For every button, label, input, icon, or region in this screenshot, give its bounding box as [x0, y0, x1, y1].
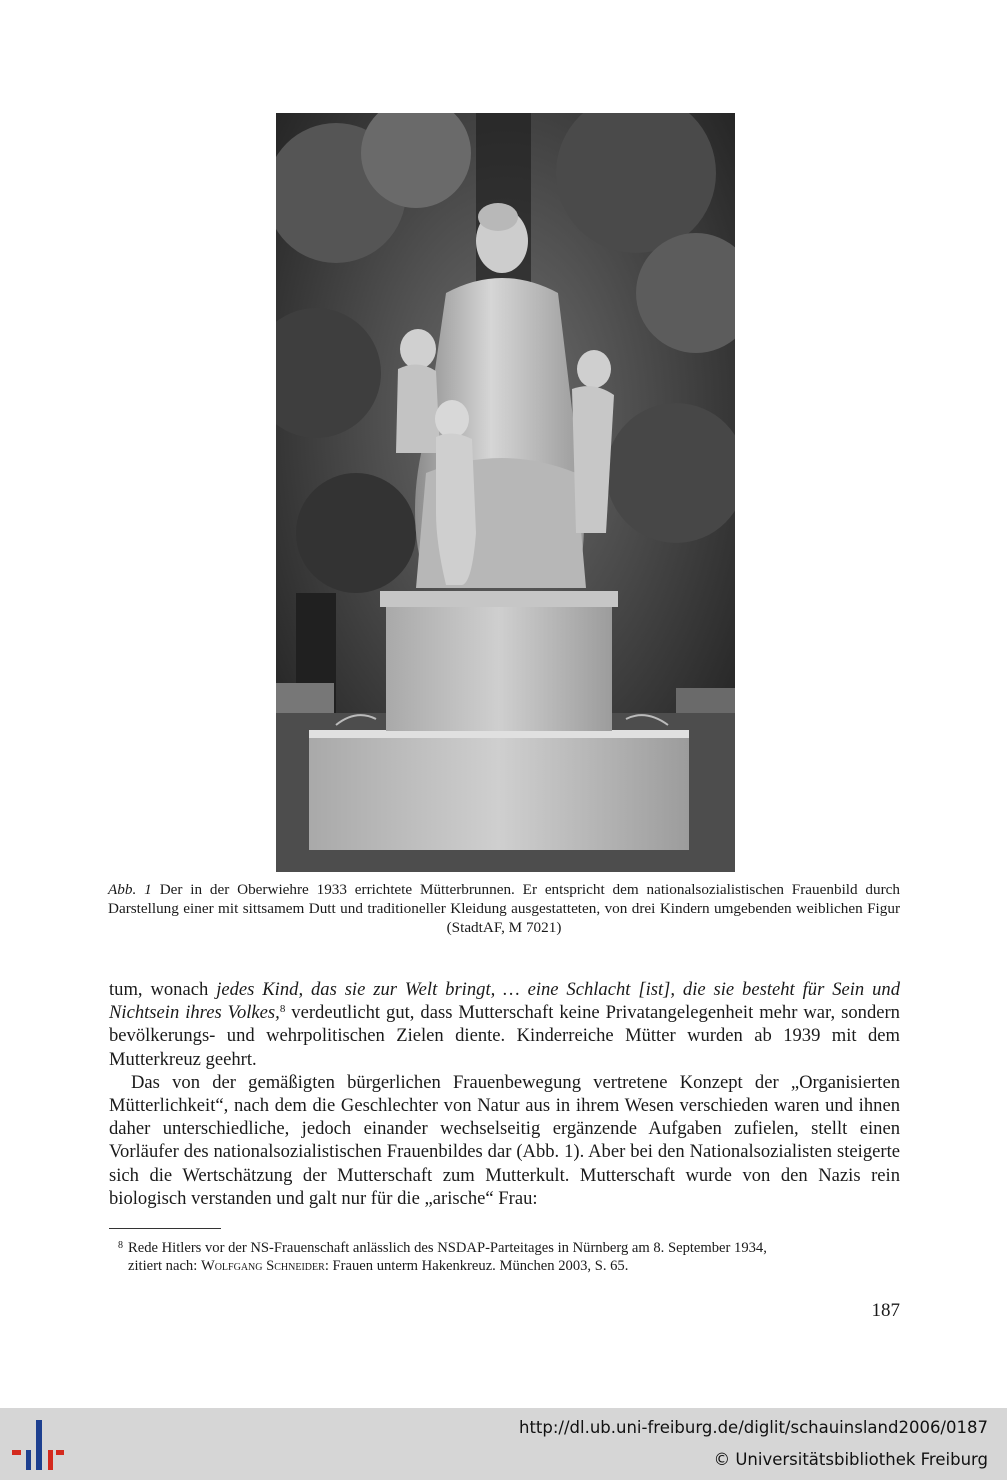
figure-photo	[276, 113, 735, 872]
footnote	[118, 1237, 900, 1276]
university-library-logo-icon	[12, 1420, 64, 1470]
copyright-notice: © Universitätsbibliothek Freiburg	[713, 1450, 988, 1469]
library-footer-bar	[0, 1408, 1007, 1480]
page-number: 187	[871, 1300, 900, 1321]
body-text	[109, 978, 900, 1210]
footnote-number: 8	[118, 1240, 123, 1251]
paragraph-1-quote: jedes Kind, das sie zur Welt bringt, … eine Schlacht [ist], die sie besteht für Sein und Nichtsein ihres Volkes,	[109, 979, 900, 1024]
footnote-text-2a: zitiert nach:	[128, 1258, 201, 1275]
footnote-divider	[109, 1228, 221, 1229]
document-url-link[interactable]: http://dl.ub.uni-freiburg.de/diglit/schauinsland2006/0187	[518, 1418, 988, 1437]
paragraph-1-start: tum, wonach	[109, 979, 217, 1000]
footnote-author: Wolfgang Schneider	[200, 1258, 325, 1275]
figure-caption-text: Der in der Oberwiehre 1933 errichtete Mütterbrunnen. Er entspricht dem nationalsozialistischen Frauenbild durch Darstellung einer mit sittsamem Dutt und traditioneller Kleidung ausgestatteten, von drei Kindern umgebenden weiblichen Figur (StadtAF, M 7021)	[108, 881, 901, 936]
paragraph-1-end: verdeutlicht gut, dass Mutterschaft keine Privatangelegenheit mehr war, sondern bevölkerungs- und wehrpolitischen Zielen diente. Kinderreiche Mütter wurden ab 1939 mit dem Mutterkreuz geehrt.	[109, 1002, 900, 1070]
paragraph-1	[109, 978, 900, 1071]
figure-label: Abb. 1	[108, 881, 152, 898]
footnote-line-1	[118, 1237, 900, 1257]
figure-caption	[108, 880, 900, 937]
footnote-line-2	[118, 1257, 900, 1275]
fountain-photo-illustration	[276, 113, 735, 872]
footnote-text-2b: : Frauen unterm Hakenkreuz. München 2003, S. 65.	[324, 1258, 629, 1275]
footnote-text-1: Rede Hitlers vor der NS-Frauenschaft anlässlich des NSDAP-Parteitages in Nürnberg am 8. September 1934,	[128, 1240, 767, 1256]
paragraph-2: Das von der gemäßigten bürgerlichen Frauenbewegung vertretene Konzept der „Organisierten Mütterlichkeit“, nach dem die Geschlechter von Natur aus in ihrem Wesen verschieden waren und ihnen daher unterschiedliche, jedoch einander wechselseitig ergänzende Aufgaben zufielen, stellt einen Vorläufer des nationalsozialistischen Frauenbildes dar (Abb. 1). Aber bei den Nationalsozialisten steigerte sich die Wertschätzung der Mutterschaft zum Mutterkult. Mutterschaft wurde von den Nazis rein biologisch verstanden und galt nur für die „arische“ Frau:	[109, 1071, 900, 1209]
footnote-reference[interactable]: 8	[279, 1003, 286, 1016]
